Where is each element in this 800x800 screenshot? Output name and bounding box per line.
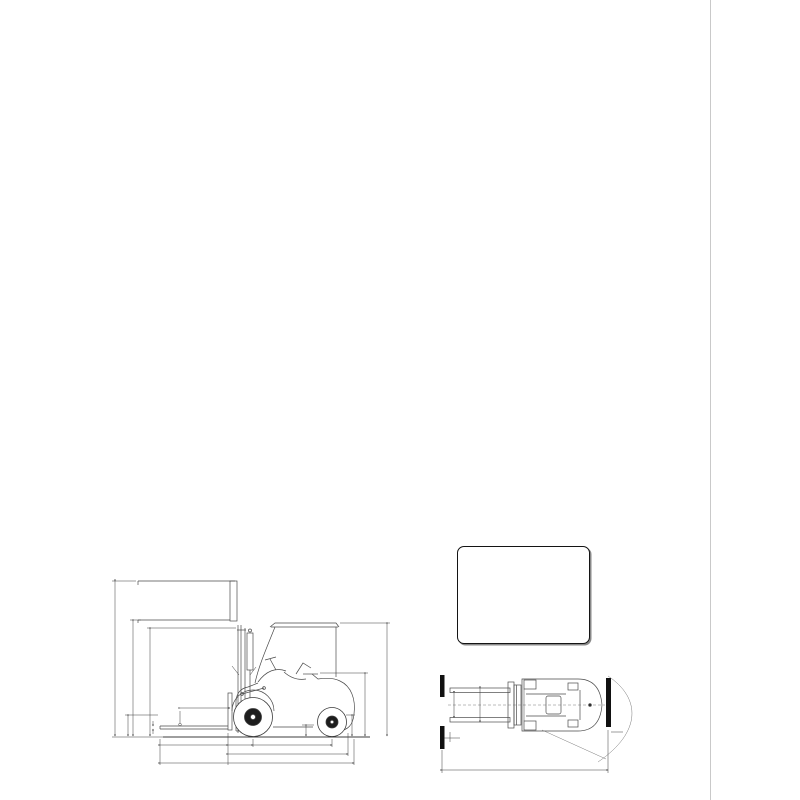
aisle-wall-left-upper — [440, 675, 445, 697]
footer-mark-segment-3 — [670, 794, 673, 797]
capacity-chart-svg — [458, 547, 589, 643]
forklift-side-view-drawing — [108, 575, 448, 770]
capacity-chart — [457, 546, 590, 644]
aisle-wall-right — [606, 678, 611, 727]
page-edge-line — [710, 0, 711, 800]
forklift-top-view-drawing — [430, 670, 686, 800]
footer-logo-mark — [663, 794, 673, 797]
aisle-wall-left-lower — [440, 726, 445, 749]
